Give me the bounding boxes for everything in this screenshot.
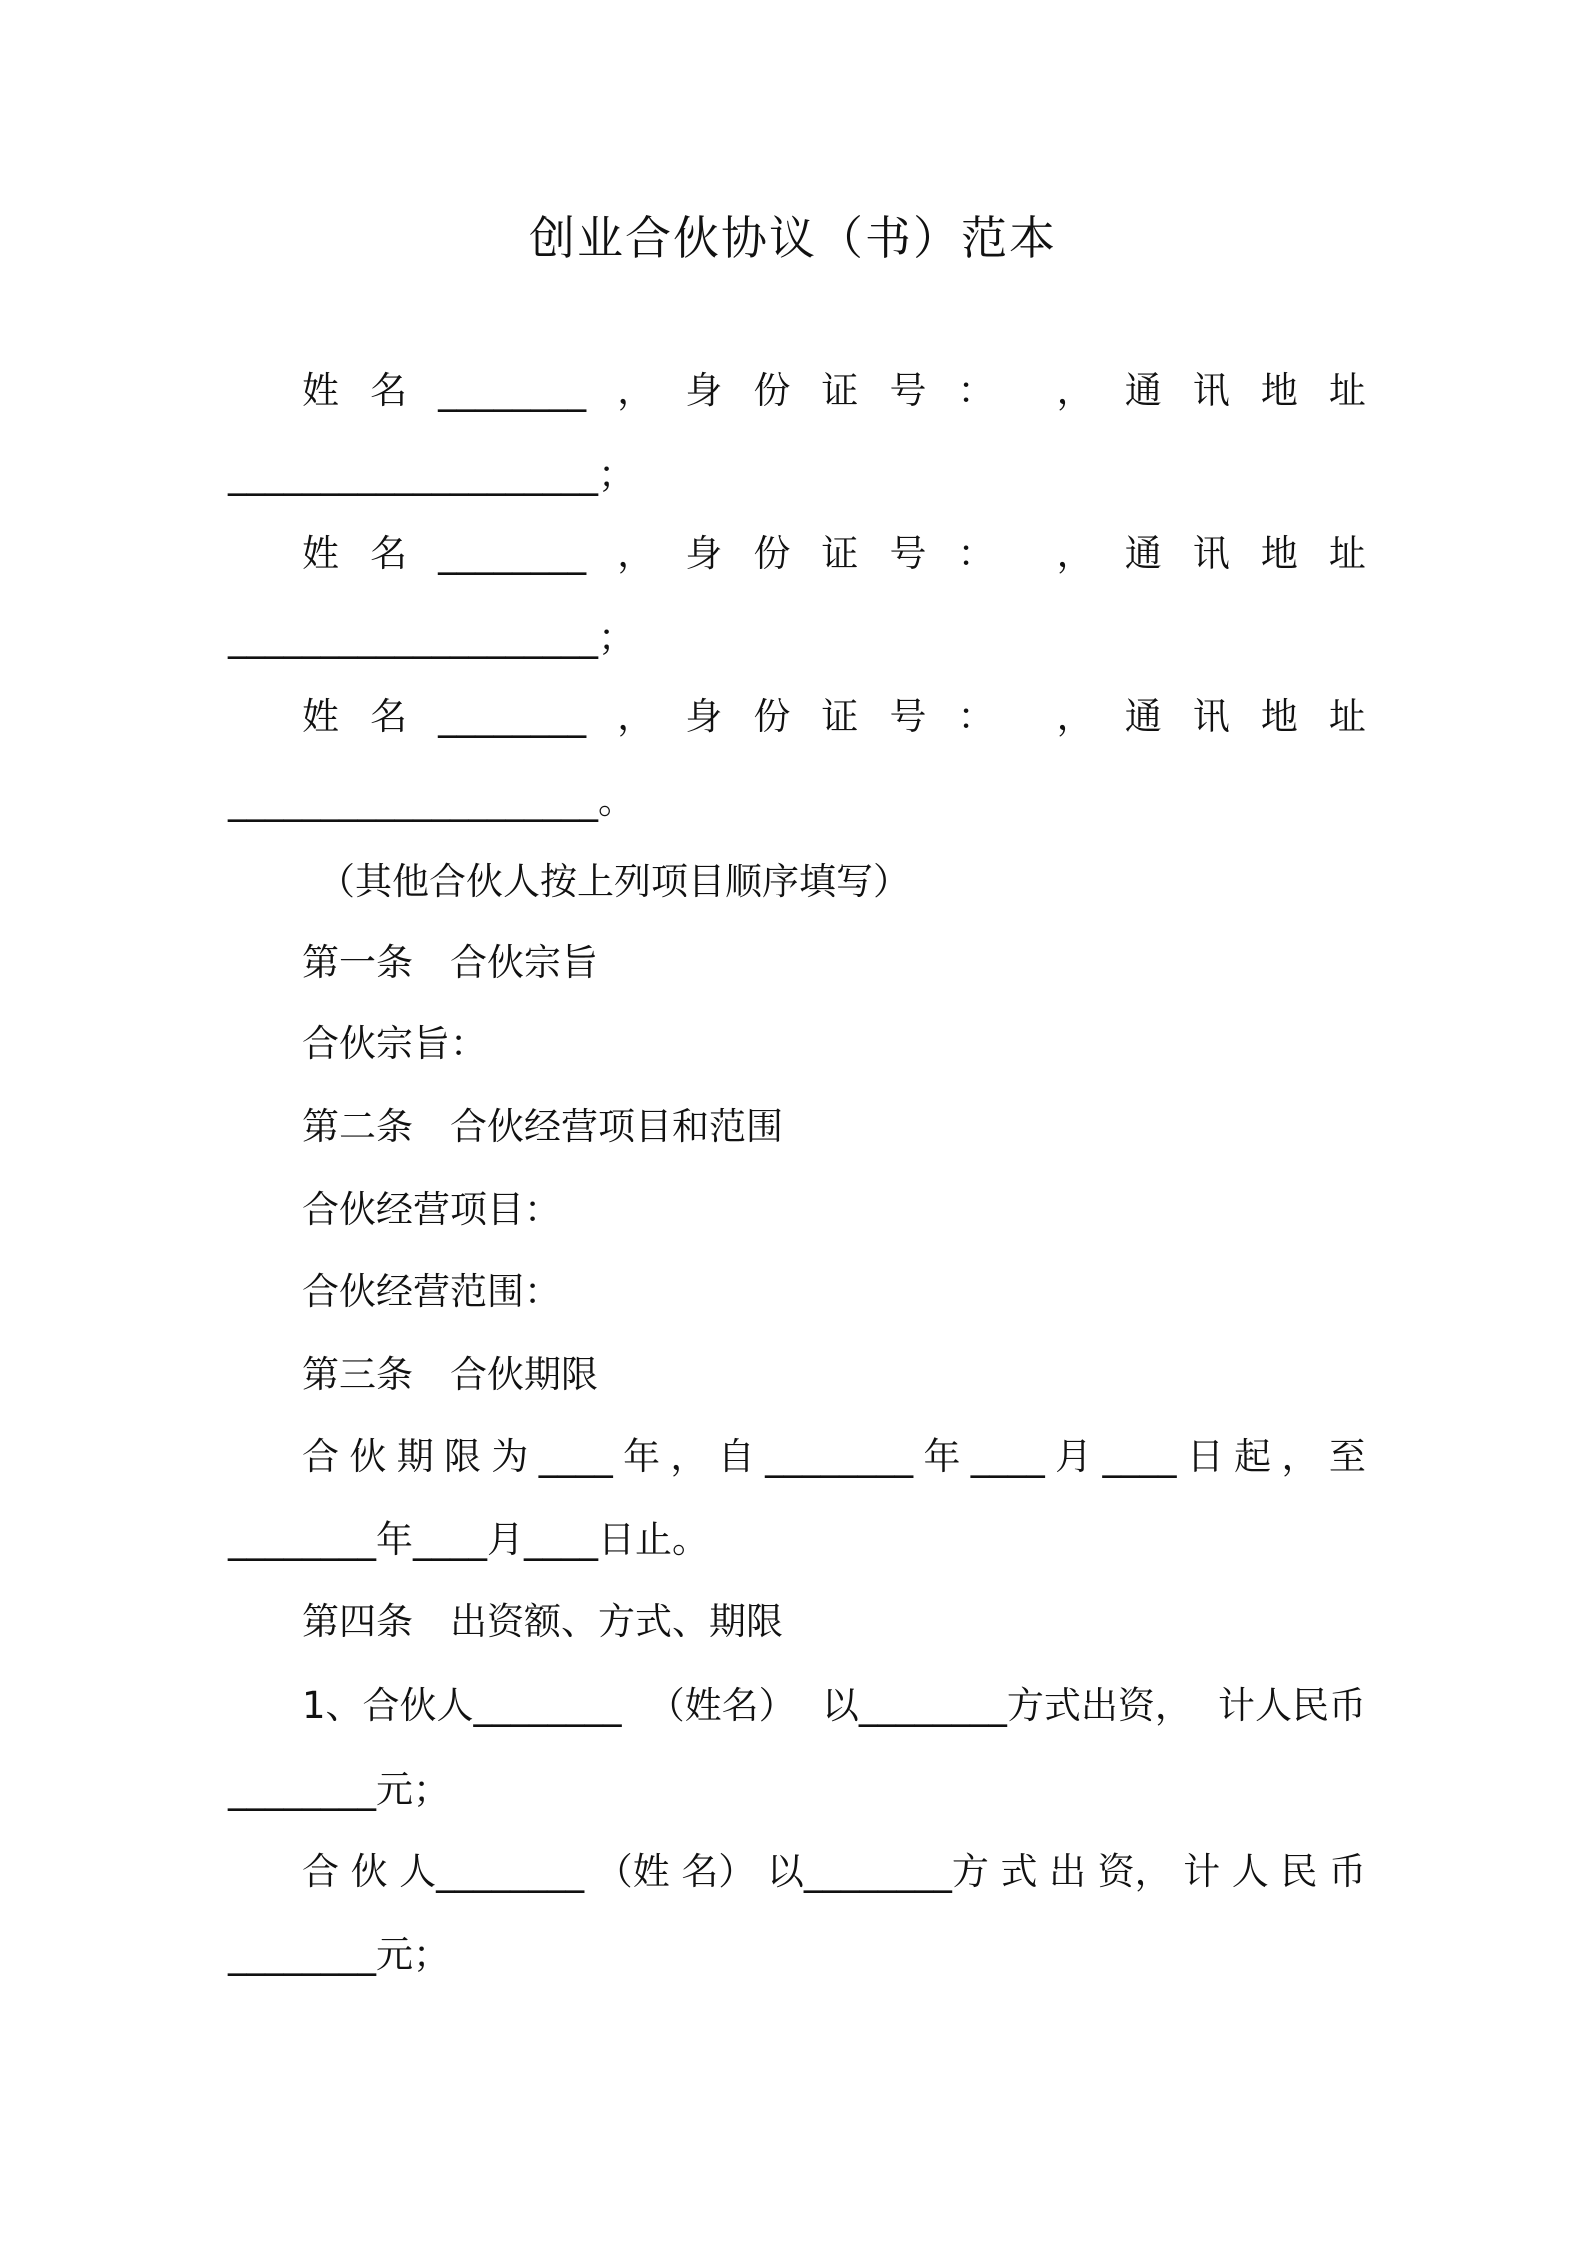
text-segment: 号 — [889, 695, 927, 738]
text-segment: 月 — [1055, 1435, 1093, 1478]
text-segment: 名 — [370, 695, 408, 738]
text-segment: 证 — [821, 369, 859, 412]
text-segment: （姓 — [595, 1850, 670, 1893]
text-segment: 出 — [1049, 1850, 1087, 1893]
text-segment: 姓 — [302, 369, 339, 412]
text-segment: 计 — [1183, 1850, 1221, 1893]
article-4-heading: 第四条 出资额、方式、期限 — [302, 1600, 783, 1643]
article-2-heading: 第二条 合伙经营项目和范围 — [302, 1105, 783, 1148]
text-segment: ， — [1056, 532, 1094, 575]
text-segment: 地 — [1260, 369, 1298, 412]
text-segment: ____ — [538, 1435, 613, 1478]
text-segment: ________ — [438, 695, 587, 738]
text-segment: 年 — [923, 1435, 961, 1478]
partner-note: （其他合伙人按上列项目顺序填写） — [318, 860, 910, 903]
text-segment: 份 — [753, 532, 791, 575]
document-title: 创业合伙协议（书）范本 — [529, 211, 1057, 265]
text-segment: 资， — [1097, 1850, 1172, 1893]
text-segment: 期 — [396, 1435, 434, 1478]
partner-2-address-blank: ____________________； — [228, 616, 635, 659]
article-2-scope: 合伙经营范围： — [302, 1270, 561, 1313]
text-segment: 至 — [1328, 1435, 1366, 1478]
text-segment: 起 — [1234, 1435, 1272, 1478]
text-segment: 姓 — [302, 695, 339, 738]
article-2-project: 合伙经营项目： — [302, 1188, 561, 1231]
text-segment: 身 — [685, 695, 723, 738]
text-segment: 名） — [681, 1850, 756, 1893]
text-segment: 姓 — [302, 532, 339, 575]
article-1-heading: 第一条 合伙宗旨 — [302, 941, 598, 984]
text-segment: ： — [957, 532, 995, 575]
text-segment: ， — [617, 369, 655, 412]
text-segment: ____ — [1102, 1435, 1177, 1478]
article-4-item-2-line-1 — [302, 1846, 1366, 1898]
article-3-term-line-1 — [302, 1431, 1366, 1483]
text-segment: ， — [617, 695, 655, 738]
text-segment: 通 — [1124, 369, 1162, 412]
article-1-purpose: 合伙宗旨： — [302, 1022, 487, 1065]
partner-1-address-blank: ____________________； — [228, 453, 635, 496]
text-segment: ________ — [765, 1435, 914, 1478]
text-segment: 号 — [889, 532, 927, 575]
text-segment: ， — [617, 532, 655, 575]
text-segment: 1、合伙人________ — [302, 1684, 622, 1727]
text-segment: 伙 — [350, 1850, 388, 1893]
text-segment: 名 — [370, 369, 408, 412]
article-3-term-line-2: ________年____月____日止。 — [228, 1518, 709, 1561]
article-4-item-2-line-2: ________元； — [228, 1933, 450, 1976]
text-segment: 讯 — [1192, 532, 1230, 575]
text-segment: 自 — [717, 1435, 755, 1478]
text-segment: 合 — [302, 1435, 339, 1478]
text-segment: 址 — [1328, 532, 1366, 575]
partner-1-info-line — [302, 365, 1366, 417]
text-segment: 讯 — [1192, 369, 1230, 412]
text-segment: 通 — [1124, 532, 1162, 575]
text-segment: 身 — [685, 369, 723, 412]
text-segment: ， — [1056, 695, 1094, 738]
text-segment: 名 — [370, 532, 408, 575]
text-segment: 址 — [1328, 369, 1366, 412]
text-segment: ： — [957, 369, 995, 412]
text-segment: 日 — [1186, 1435, 1224, 1478]
text-segment: 式 — [1000, 1850, 1038, 1893]
article-4-item-1-line-2: ________元； — [228, 1768, 450, 1811]
article-3-heading: 第三条 合伙期限 — [302, 1353, 598, 1396]
text-segment: ________ — [438, 532, 587, 575]
partner-3-info-line — [302, 691, 1366, 743]
text-segment: 民 — [1280, 1850, 1318, 1893]
partner-2-info-line — [302, 528, 1366, 580]
text-segment: 证 — [821, 532, 859, 575]
text-segment: 以________方式出资， — [821, 1684, 1192, 1727]
text-segment: 币 — [1328, 1850, 1366, 1893]
article-4-item-1-line-1 — [302, 1680, 1366, 1732]
partner-3-address-blank: ____________________。 — [228, 779, 635, 822]
text-segment: ____ — [970, 1435, 1045, 1478]
text-segment: 以________方 — [766, 1850, 989, 1893]
text-segment: （姓名） — [647, 1684, 796, 1727]
text-segment: 份 — [753, 369, 791, 412]
text-segment: 通 — [1124, 695, 1162, 738]
text-segment: 人________ — [399, 1850, 585, 1893]
text-segment: ________ — [438, 369, 587, 412]
text-segment: 址 — [1328, 695, 1366, 738]
text-segment: ， — [670, 1435, 708, 1478]
text-segment: 伙 — [349, 1435, 387, 1478]
text-segment: 地 — [1260, 532, 1298, 575]
text-segment: ， — [1056, 369, 1094, 412]
text-segment: 人 — [1231, 1850, 1269, 1893]
text-segment: ， — [1281, 1435, 1319, 1478]
text-segment: ： — [957, 695, 995, 738]
text-segment: 合 — [302, 1850, 339, 1893]
text-segment: 身 — [685, 532, 723, 575]
text-segment: 号 — [889, 369, 927, 412]
text-segment: 年 — [623, 1435, 661, 1478]
text-segment: 计人民币 — [1217, 1684, 1366, 1727]
text-segment: 讯 — [1192, 695, 1230, 738]
text-segment: 地 — [1260, 695, 1298, 738]
text-segment: 限 — [444, 1435, 482, 1478]
text-segment: 份 — [753, 695, 791, 738]
text-segment: 为 — [491, 1435, 529, 1478]
text-segment: 证 — [821, 695, 859, 738]
